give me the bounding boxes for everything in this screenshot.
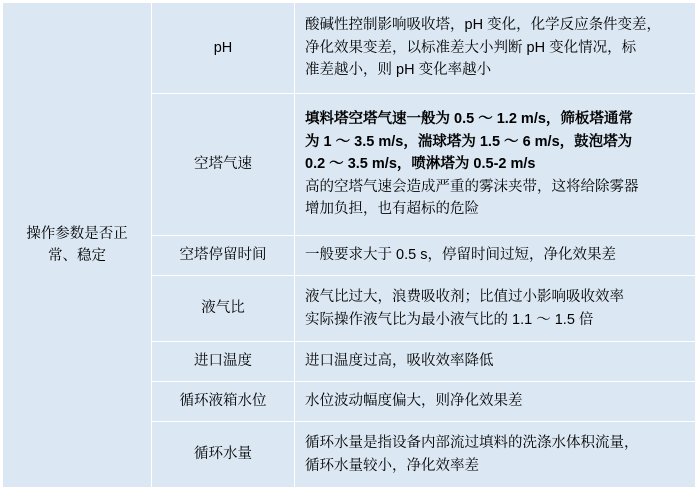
parameter-name-superficial-gas-velocity: 空塔气速 xyxy=(152,94,295,236)
description-line: 净化效果变差，以标准差大小判断 pH 变化情况，标 xyxy=(305,39,637,56)
parameter-description-residence-time xyxy=(295,236,696,276)
description-line: 增加负担，也有超标的危险 xyxy=(305,201,479,218)
parameter-name-ph: pH xyxy=(152,3,295,94)
parameter-description-superficial-gas-velocity xyxy=(295,94,696,236)
parameter-name-liquid-gas-ratio: 液气比 xyxy=(152,276,295,342)
description-line: 循环水量是指设备内部流过填料的洗涤水体积流量， xyxy=(305,435,639,452)
parameter-name-residence-time: 空塔停留时间 xyxy=(152,236,295,276)
description-line: 一般要求大于 0.5 s，停留时间过短，净化效果差 xyxy=(305,247,616,264)
description-line: 实际操作液气比为最小液气比的 1.1 ～ 1.5 倍 xyxy=(305,311,594,328)
parameter-description-liquid-gas-ratio xyxy=(295,276,696,342)
table-body xyxy=(3,3,696,488)
parameter-name-circulating-water-volume: 循环水量 xyxy=(152,422,295,488)
category-cell: 操作参数是否正常、稳定 xyxy=(3,3,152,488)
parameter-description-ph xyxy=(295,3,696,94)
description-line: 液气比过大，浪费吸收剂；比值过小影响吸收效率 xyxy=(305,289,624,306)
parameter-description-inlet-temperature xyxy=(295,341,696,381)
parameter-description-circulation-tank-level xyxy=(295,382,696,422)
description-line: 准差越小，则 pH 变化率越小 xyxy=(305,62,492,79)
description-line: 填料塔空塔气速一般为 0.5 ～ 1.2 m/s，筛板塔通常 xyxy=(305,111,633,128)
description-line: 循环水量较小，净化效率差 xyxy=(305,457,479,474)
description-line: 酸碱性控制影响吸收塔，pH 变化，化学反应条件变差， xyxy=(305,17,662,34)
table-row xyxy=(3,3,696,94)
description-line: 为 1 ～ 3.5 m/s，湍球塔为 1.5 ～ 6 m/s，鼓泡塔为 xyxy=(305,133,633,150)
parameter-table xyxy=(2,2,696,488)
description-line: 0.2 ～ 3.5 m/s，喷淋塔为 0.5-2 m/s xyxy=(305,156,536,173)
parameter-description-circulating-water-volume xyxy=(295,422,696,488)
description-line: 高的空塔气速会造成严重的雾沫夹带，这将给除雾器 xyxy=(305,178,639,195)
parameter-name-inlet-temperature: 进口温度 xyxy=(152,341,295,381)
parameter-name-circulation-tank-level: 循环液箱水位 xyxy=(152,382,295,422)
description-line: 水位波动幅度偏大，则净化效果差 xyxy=(305,393,523,410)
description-line: 进口温度过高，吸收效率降低 xyxy=(305,353,494,370)
